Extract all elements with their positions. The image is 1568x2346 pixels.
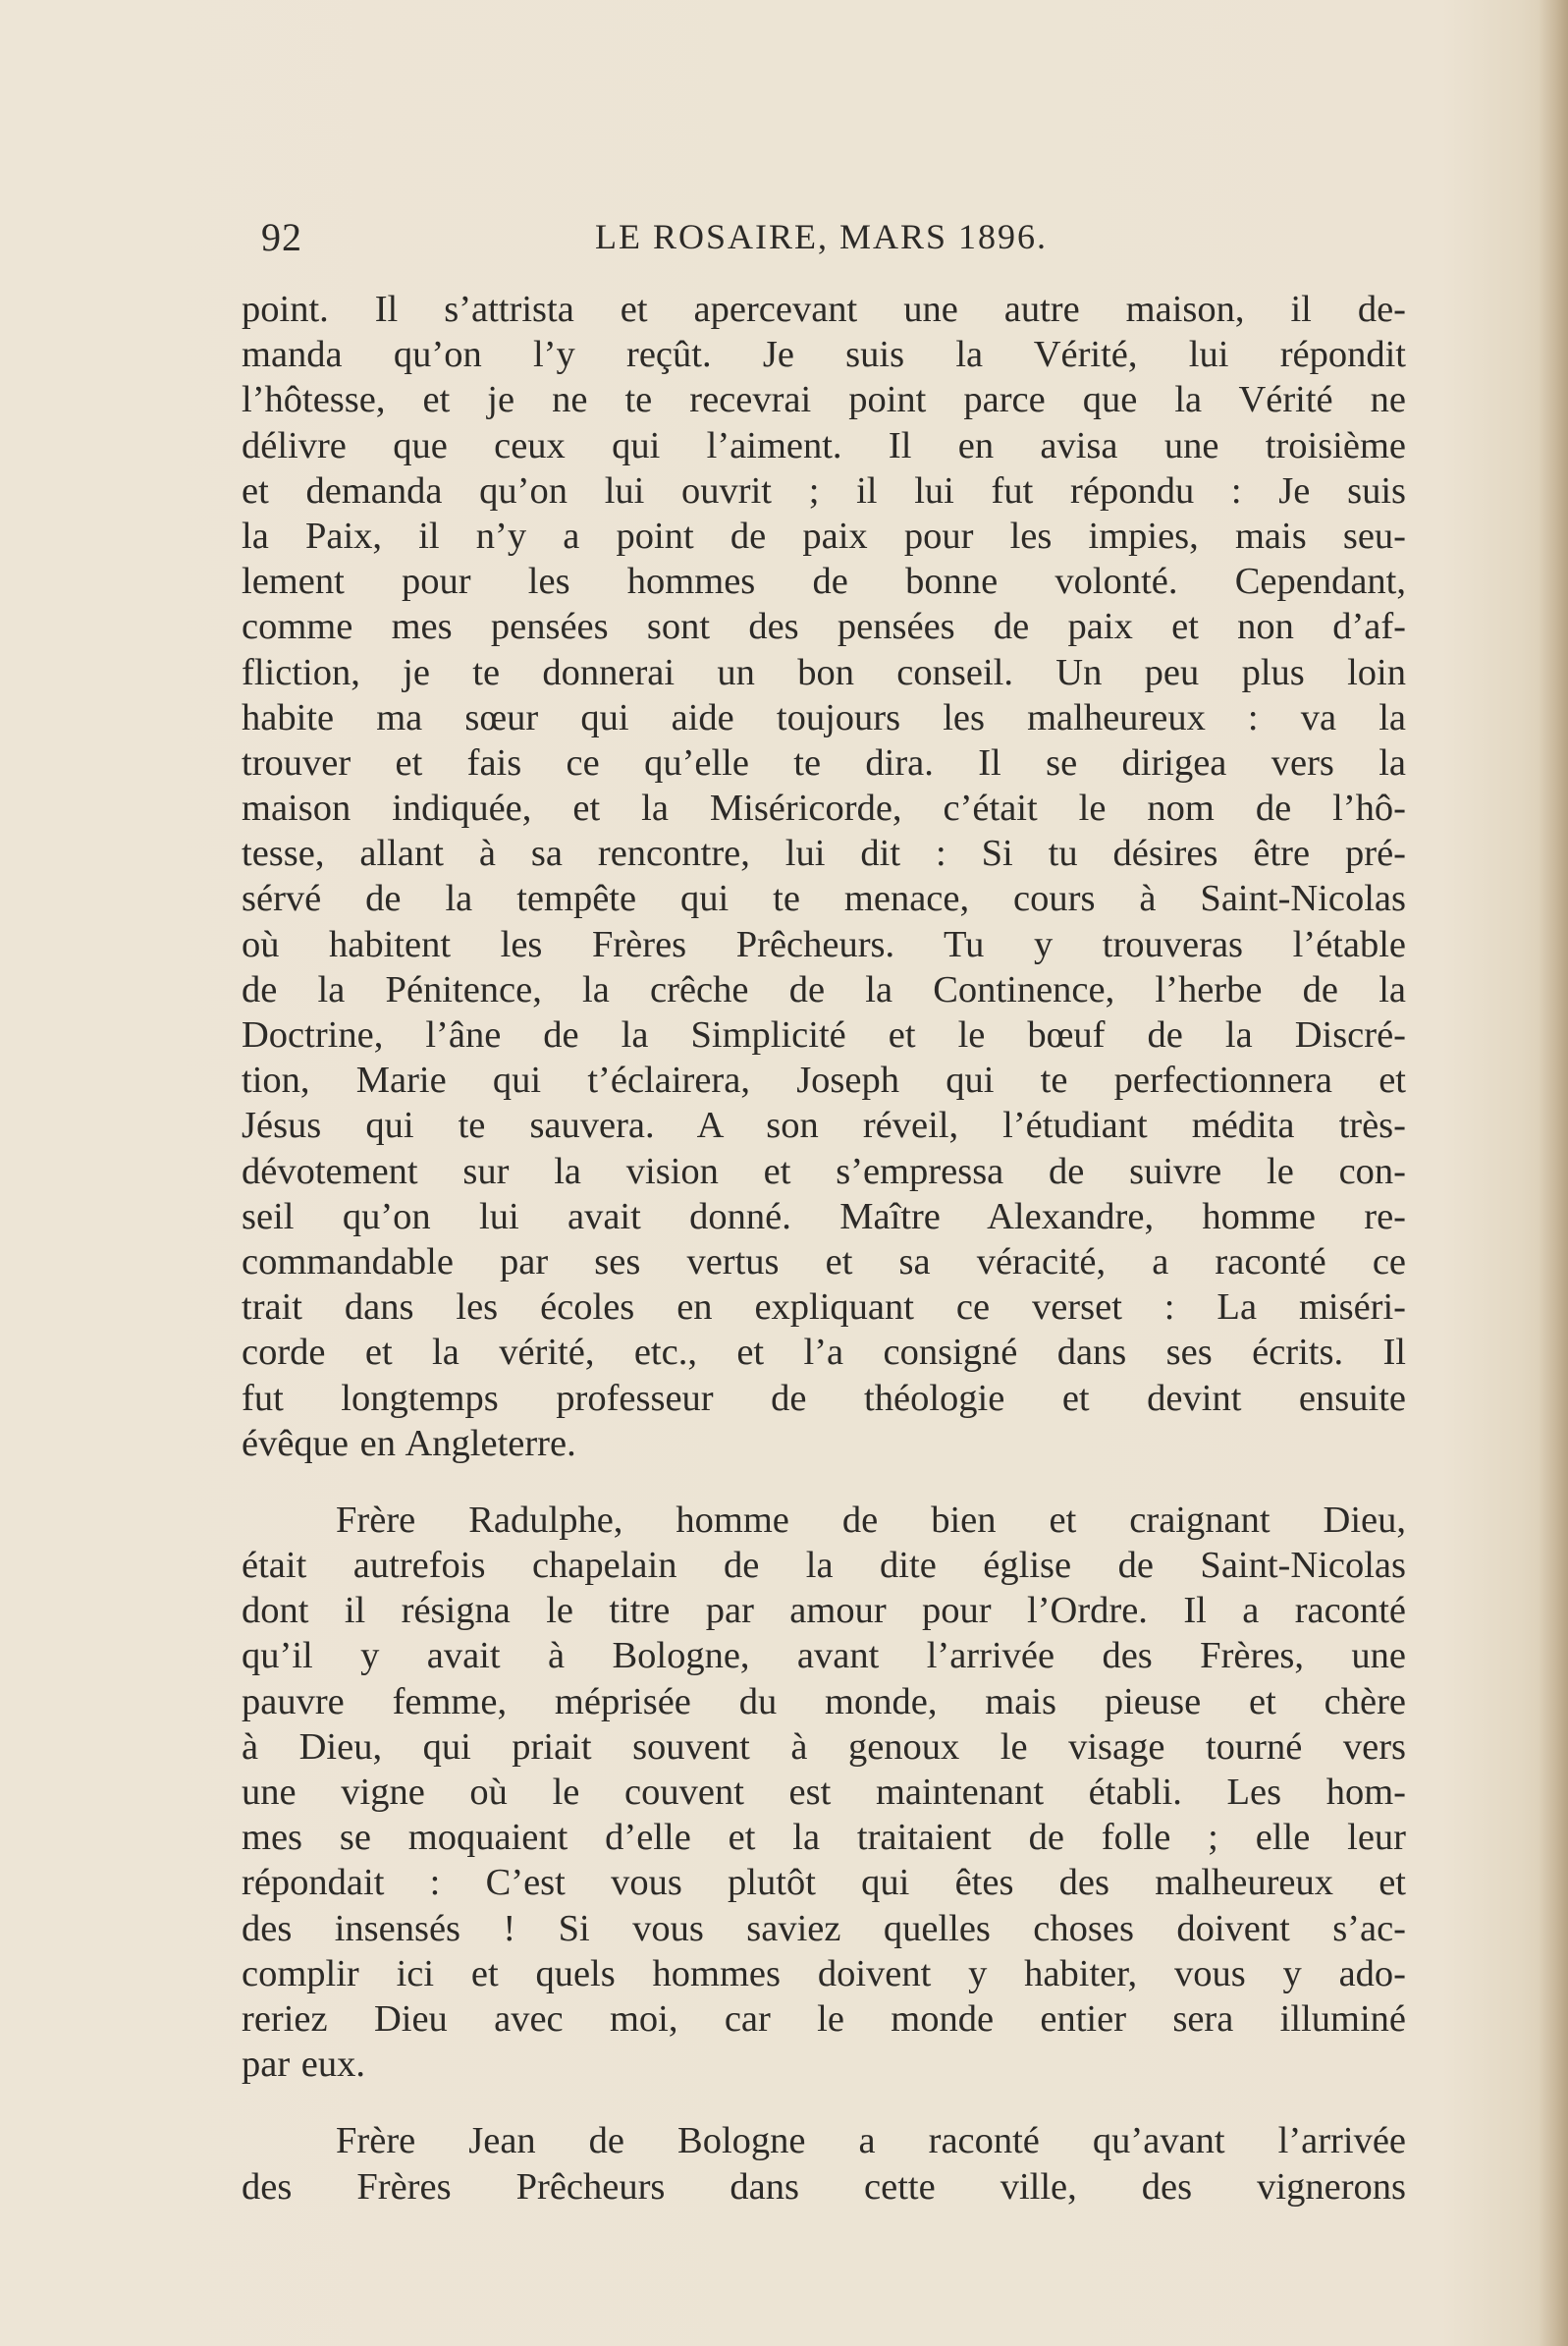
text-line: maison indiquée, et la Miséricorde, c’était le nom de l’hô-: [242, 788, 1406, 830]
text-line: sérvé de la tempête qui te menace, cours à Saint-Nicolas: [242, 878, 1406, 920]
page-number: 92: [261, 215, 302, 259]
text-line: fut longtemps professeur de théologie et devint ensuite: [242, 1377, 1406, 1419]
text-line: évêque en Angleterre.: [242, 1422, 576, 1464]
text-line: où habitent les Frères Prêcheurs. Tu y trouveras l’étable: [242, 923, 1406, 965]
paragraph: [242, 2118, 1406, 2209]
text-line: Jésus qui te sauvera. A son réveil, l’étudiant médita très-: [242, 1105, 1406, 1147]
paragraph: [242, 1498, 1406, 2087]
text-line: tion, Marie qui t’éclairera, Joseph qui te perfectionnera et: [242, 1060, 1406, 1102]
text-line: par eux.: [242, 2044, 365, 2086]
text-line: complir ici et quels hommes doivent y habiter, vous y ado-: [242, 1952, 1406, 1994]
text-line: une vigne où le couvent est maintenant établi. Les hom-: [242, 1772, 1406, 1813]
text-line: tesse, allant à sa rencontre, lui dit : Si tu désires être pré-: [242, 833, 1406, 875]
text-line: qu’il y avait à Bologne, avant l’arrivée des Frères, une: [242, 1635, 1406, 1677]
text-line: trouver et fais ce qu’elle te dira. Il se dirigea vers la: [242, 741, 1406, 784]
text-line: de la Pénitence, la crêche de la Continence, l’herbe de la: [242, 968, 1406, 1010]
text-line: reriez Dieu avec moi, car le monde entier sera illuminé: [242, 1997, 1406, 2040]
text-line: l’hôtesse, et je ne te recevrai point parce que la Vérité ne: [242, 379, 1406, 421]
text-line: dont il résigna le titre par amour pour l’Ordre. Il a raconté: [242, 1590, 1406, 1632]
paragraph-gap: [242, 1466, 1406, 1498]
text-line: des insensés ! Si vous saviez quelles choses doivent s’ac-: [242, 1907, 1406, 1949]
text-line: habite ma sœur qui aide toujours les malheureux : va la: [242, 696, 1406, 738]
text-line: lement pour les hommes de bonne volonté. Cependant,: [242, 561, 1406, 603]
text-line: Frère Jean de Bologne a raconté qu’avant l’arrivée: [336, 2120, 1406, 2162]
body-text: [242, 287, 1406, 2210]
paragraph: [242, 287, 1406, 1466]
text-line: seil qu’on lui avait donné. Maître Alexandre, homme re-: [242, 1195, 1406, 1237]
text-line: était autrefois chapelain de la dite église de Saint-Nicolas: [242, 1545, 1406, 1587]
text-line: commandable par ses vertus et sa véracité, a raconté ce: [242, 1240, 1406, 1282]
text-line: des Frères Prêcheurs dans cette ville, des vignerons: [242, 2165, 1406, 2208]
text-line: à Dieu, qui priait souvent à genoux le visage tourné vers: [242, 1725, 1406, 1768]
text-line: et demanda qu’on lui ouvrit ; il lui fut répondu : Je suis: [242, 469, 1406, 512]
text-line: fliction, je te donnerai un bon conseil. Un peu plus loin: [242, 651, 1406, 693]
text-line: point. Il s’attrista et apercevant une autre maison, il de-: [242, 289, 1406, 330]
text-line: dévotement sur la vision et s’empressa de suivre le con-: [242, 1150, 1406, 1192]
text-line: délivre que ceux qui l’aiment. Il en avisa une troisième: [242, 424, 1406, 466]
page-edge-shading: [1539, 0, 1568, 2346]
text-line: Doctrine, l’âne de la Simplicité et le bœuf de la Discré-: [242, 1014, 1406, 1056]
text-line: la Paix, il n’y a point de paix pour les impies, mais seu-: [242, 515, 1406, 557]
text-line: pauvre femme, méprisée du monde, mais pieuse et chère: [242, 1680, 1406, 1722]
text-line: corde et la vérité, etc., et l’a consigné dans ses écrits. Il: [242, 1332, 1406, 1374]
paragraph-gap: [242, 2087, 1406, 2118]
text-line: répondait : C’est vous plutôt qui êtes des malheureux et: [242, 1862, 1406, 1904]
text-line: mes se moquaient d’elle et la traitaient de folle ; elle leur: [242, 1817, 1406, 1859]
text-line: trait dans les écoles en expliquant ce verset : La miséri-: [242, 1286, 1406, 1329]
text-line: Frère Radulphe, homme de bien et craignant Dieu,: [336, 1499, 1406, 1541]
text-line: manda qu’on l’y reçût. Je suis la Vérité, lui répondit: [242, 334, 1406, 376]
running-head: LE ROSAIRE, MARS 1896.: [595, 217, 1049, 256]
text-line: comme mes pensées sont des pensées de paix et non d’af-: [242, 606, 1406, 648]
page-header: [261, 214, 1086, 273]
